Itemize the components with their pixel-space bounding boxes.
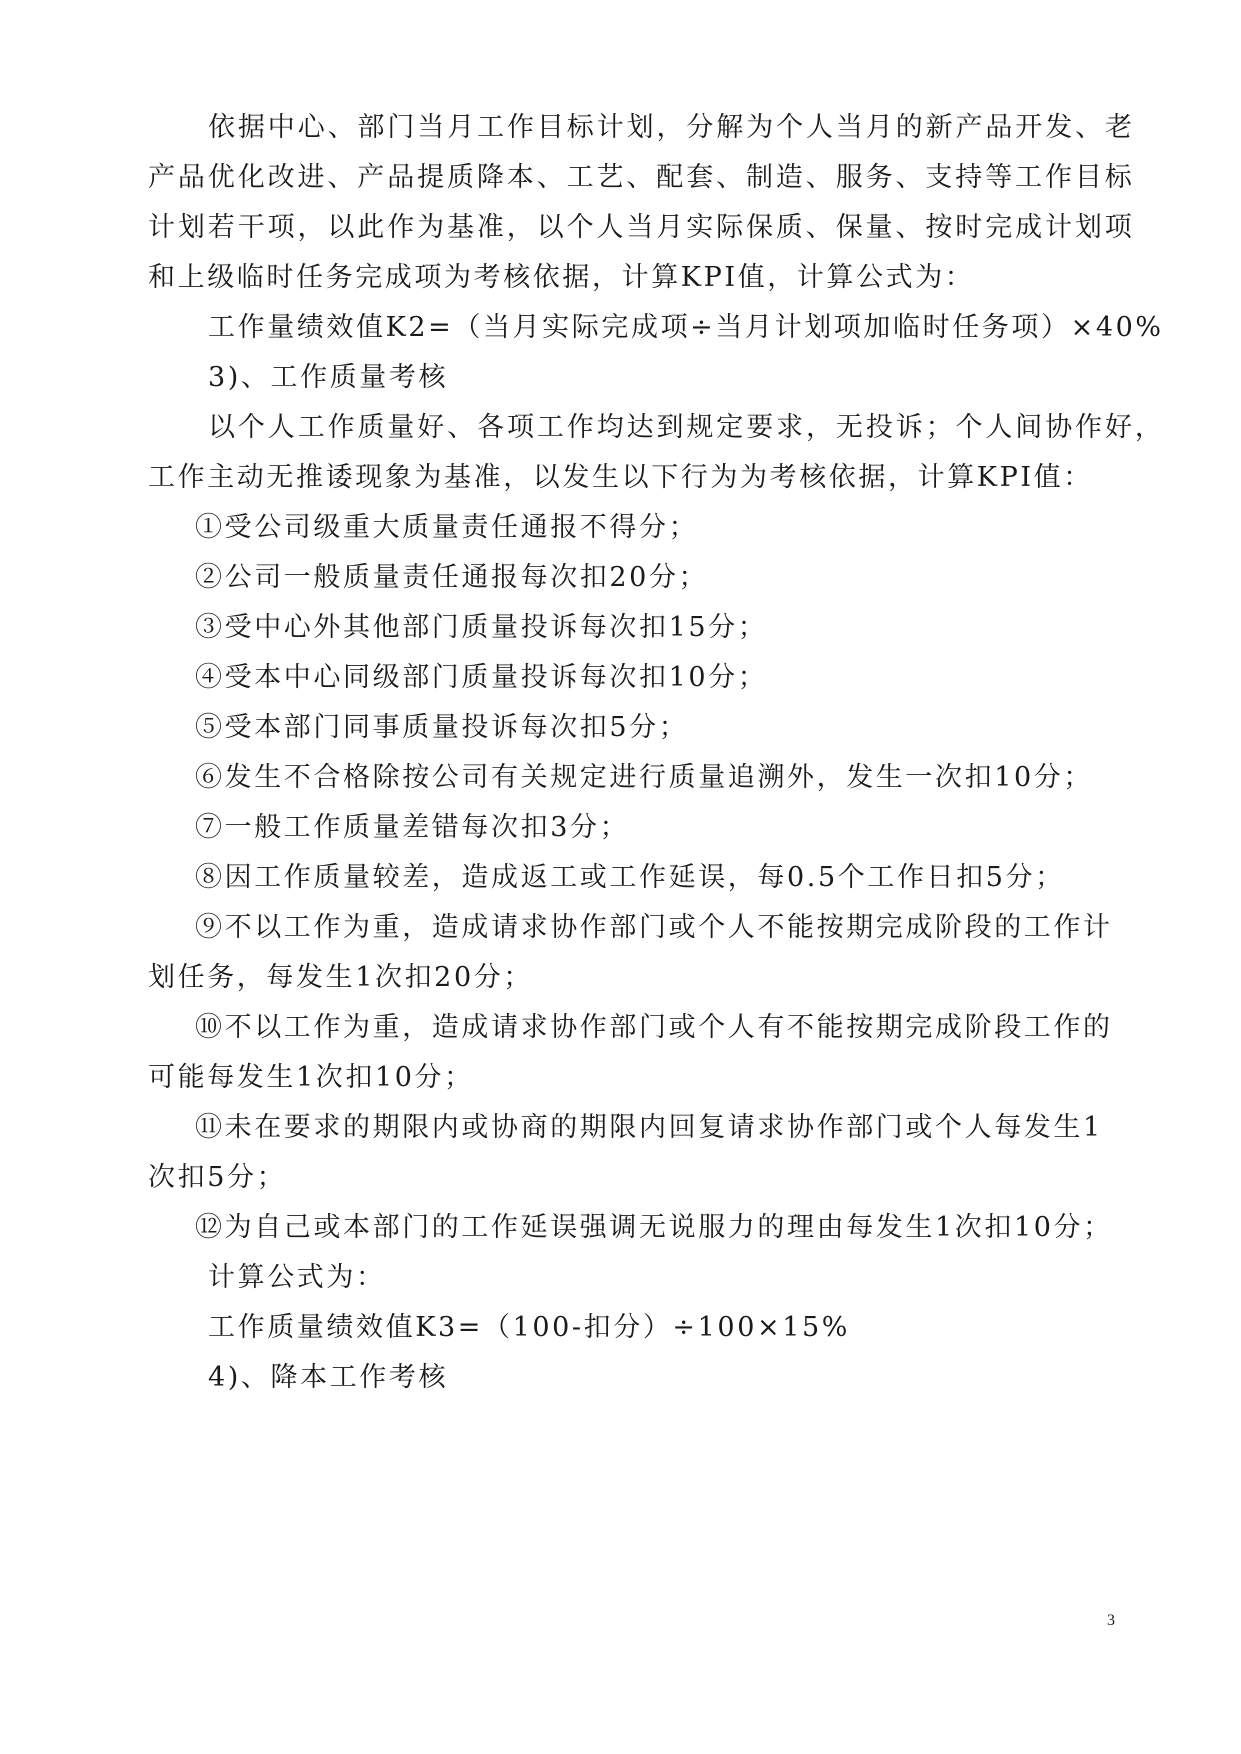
list-item: ⑧因工作质量较差，造成返工或工作延误，每0.5个工作日扣5分； — [195, 862, 1065, 893]
list-item-continuation: 划任务，每发生1次扣20分； — [148, 962, 533, 993]
section-heading: 4)、降本工作考核 — [208, 1362, 449, 1393]
list-item-continuation: 次扣5分； — [148, 1162, 287, 1193]
paragraph-line: 计划若干项，以此作为基准，以个人当月实际保质、保量、按时完成计划项 — [148, 212, 1135, 243]
paragraph-line: 和上级临时任务完成项为考核依据，计算KPI值，计算公式为： — [148, 262, 975, 293]
list-item: ⑥发生不合格除按公司有关规定进行质量追溯外，发生一次扣10分； — [195, 762, 1093, 793]
list-item: ④受本中心同级部门质量投诉每次扣10分； — [195, 662, 768, 693]
list-item: ②公司一般质量责任通报每次扣20分； — [195, 562, 709, 593]
list-item: ⑩不以工作为重，造成请求协作部门或个人有不能按期完成阶段工作的 — [195, 1012, 1113, 1043]
formula-line: 工作质量绩效值K3=（100-扣分）÷100×15% — [208, 1312, 851, 1343]
paragraph-line: 依据中心、部门当月工作目标计划，分解为个人当月的新产品开发、老 — [208, 112, 1135, 143]
paragraph-line: 产品优化改进、产品提质降本、工艺、配套、制造、服务、支持等工作目标 — [148, 162, 1135, 193]
formula-line: 工作量绩效值K2=（当月实际完成项÷当月计划项加临时任务项）×40% — [208, 312, 1164, 343]
list-item: ⑦一般工作质量差错每次扣3分； — [195, 812, 630, 843]
list-item: ⑤受本部门同事质量投诉每次扣5分； — [195, 712, 689, 743]
list-item: ⑫为自己或本部门的工作延误强调无说服力的理由每发生1次扣10分； — [195, 1212, 1113, 1243]
list-item: ①受公司级重大质量责任通报不得分； — [195, 512, 699, 543]
page-number: 3 — [1107, 1612, 1115, 1629]
list-item: ⑨不以工作为重，造成请求协作部门或个人不能按期完成阶段的工作计 — [195, 912, 1113, 943]
section-heading: 3)、工作质量考核 — [208, 362, 449, 393]
list-item: ⑪未在要求的期限内或协商的期限内回复请求协作部门或个人每发生1 — [195, 1112, 1103, 1143]
formula-label: 计算公式为： — [208, 1262, 386, 1293]
list-item-continuation: 可能每发生1次扣10分； — [148, 1062, 474, 1093]
paragraph-line: 工作主动无推诿现象为基准，以发生以下行为为考核依据，计算KPI值： — [148, 462, 1093, 493]
list-item: ③受中心外其他部门质量投诉每次扣15分； — [195, 612, 768, 643]
paragraph-line: 以个人工作质量好、各项工作均达到规定要求，无投诉；个人间协作好， — [208, 412, 1165, 443]
